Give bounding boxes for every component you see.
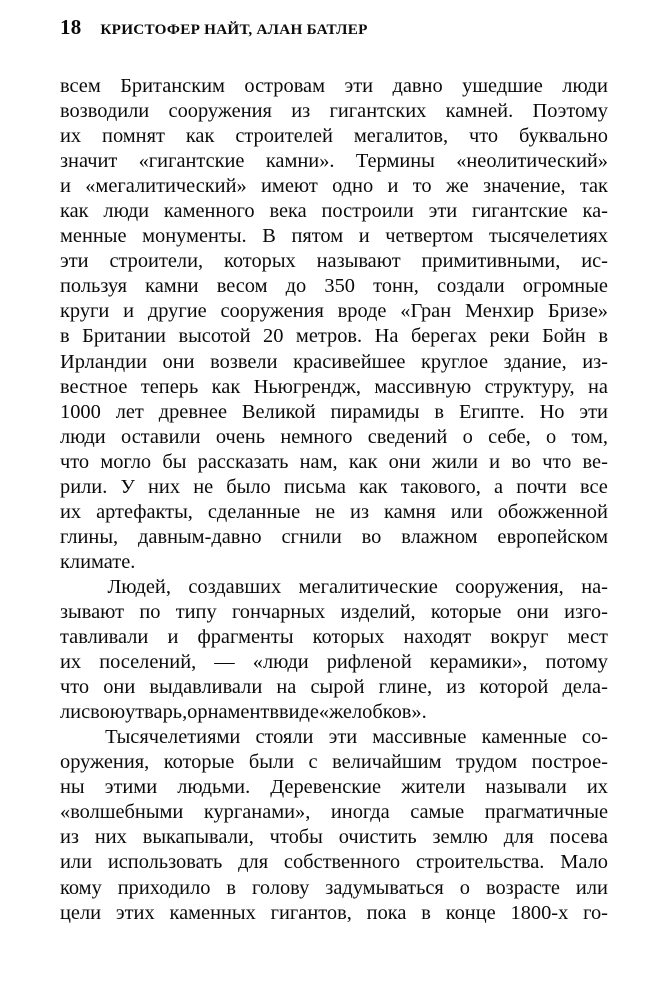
text-line bbox=[60, 124, 608, 149]
body-text-block bbox=[60, 74, 608, 926]
word: тавливали bbox=[60, 626, 149, 649]
word: самые bbox=[410, 801, 465, 824]
word: вестное bbox=[60, 375, 128, 398]
word: мегалитов, bbox=[353, 125, 449, 148]
word: 350 bbox=[324, 275, 355, 298]
word: возвели bbox=[210, 350, 278, 373]
word: другие bbox=[147, 300, 207, 323]
word: создавших bbox=[188, 575, 282, 598]
word: каменных bbox=[169, 901, 256, 924]
word: возводили bbox=[60, 100, 150, 123]
word: всем bbox=[60, 75, 101, 97]
word: на- bbox=[581, 575, 608, 598]
word: которые bbox=[430, 600, 502, 623]
word: сгнили bbox=[281, 525, 342, 548]
word: Но bbox=[539, 400, 565, 423]
text-line bbox=[60, 825, 608, 850]
word: очень bbox=[215, 425, 266, 448]
word: иногда bbox=[330, 801, 390, 824]
page-number: 18 bbox=[60, 15, 82, 39]
word: из bbox=[350, 500, 369, 523]
word: что bbox=[469, 125, 499, 148]
word: тонн, bbox=[373, 275, 419, 298]
word: глины, bbox=[60, 525, 119, 548]
word: строители, bbox=[109, 250, 204, 273]
text-line bbox=[60, 425, 608, 450]
word: У bbox=[120, 475, 135, 498]
word: пока bbox=[366, 901, 407, 924]
word: го- bbox=[583, 901, 608, 924]
word: вроде bbox=[337, 300, 387, 323]
word: курганами», bbox=[203, 801, 311, 824]
word: изго- bbox=[564, 600, 608, 623]
word: том, bbox=[571, 425, 608, 448]
word: эти bbox=[344, 75, 374, 97]
word: не bbox=[193, 475, 214, 498]
word: каменные bbox=[481, 726, 567, 749]
word: оставили bbox=[120, 425, 201, 448]
word: были bbox=[248, 751, 295, 774]
word: значение, bbox=[483, 175, 566, 198]
word: тысячелетиях bbox=[488, 225, 608, 248]
word: посева bbox=[549, 826, 608, 849]
word: одно bbox=[332, 175, 374, 198]
word: зывают bbox=[60, 600, 125, 623]
word: находят bbox=[403, 626, 472, 649]
word: этими bbox=[104, 776, 158, 799]
word: берегах bbox=[410, 325, 477, 348]
text-line bbox=[60, 224, 608, 249]
word: «волшебными bbox=[60, 801, 184, 824]
paragraph-indent bbox=[60, 725, 90, 750]
word: то bbox=[412, 175, 432, 198]
word: камни bbox=[145, 275, 199, 298]
word: люди bbox=[562, 75, 608, 97]
word: и bbox=[123, 300, 135, 323]
word: орнамент bbox=[187, 701, 270, 724]
word: значит bbox=[60, 150, 118, 173]
text-line bbox=[60, 174, 608, 199]
word: сооружения bbox=[220, 300, 324, 323]
word: голову bbox=[252, 876, 310, 899]
text-line bbox=[60, 500, 608, 525]
word: здание, bbox=[503, 350, 567, 373]
word: было bbox=[226, 475, 271, 498]
word: островам bbox=[244, 75, 326, 97]
word: трудом bbox=[456, 751, 518, 774]
word: о bbox=[459, 876, 470, 899]
word: менные bbox=[60, 225, 127, 248]
word: высотой bbox=[178, 325, 251, 348]
word: камня bbox=[383, 500, 436, 523]
word: в bbox=[269, 701, 279, 724]
word: все bbox=[580, 475, 608, 498]
word: эти bbox=[579, 400, 608, 423]
word: керамики», bbox=[429, 651, 528, 674]
text-line bbox=[60, 675, 608, 700]
word: эти bbox=[328, 726, 358, 749]
word: имеют bbox=[261, 175, 318, 198]
word: этих bbox=[115, 901, 155, 924]
word: по bbox=[139, 600, 161, 623]
word: огромные bbox=[522, 275, 608, 298]
text-line bbox=[60, 775, 608, 800]
word: и bbox=[60, 175, 71, 198]
word: сырой bbox=[310, 676, 365, 699]
word: 1000 bbox=[60, 400, 101, 423]
word: мест bbox=[567, 626, 608, 649]
word: века bbox=[269, 200, 307, 223]
word: камни». bbox=[265, 150, 335, 173]
word: буквально bbox=[519, 125, 608, 148]
word: Тысячелетиями bbox=[105, 726, 241, 749]
word: их bbox=[60, 125, 82, 148]
word: или bbox=[450, 500, 483, 523]
word: Британии bbox=[82, 325, 166, 348]
word: давным-давно bbox=[138, 525, 262, 548]
word: В bbox=[262, 225, 276, 248]
word: они bbox=[162, 350, 195, 373]
word: метров. bbox=[295, 325, 363, 348]
word: немного bbox=[280, 425, 353, 448]
word: сооружения bbox=[168, 100, 272, 123]
word: гигантских bbox=[329, 100, 427, 123]
word: со- bbox=[581, 726, 608, 749]
word: для bbox=[503, 826, 534, 849]
word: Деревенские bbox=[270, 776, 382, 799]
text-line bbox=[60, 350, 608, 375]
word: Бойн bbox=[542, 325, 586, 348]
word: строительства. bbox=[415, 851, 545, 874]
text-line bbox=[60, 550, 608, 575]
word: сооружения, bbox=[455, 575, 564, 598]
text-line bbox=[60, 450, 608, 475]
word: «гигантские bbox=[138, 150, 245, 173]
word: круги bbox=[60, 300, 110, 323]
word: построили bbox=[321, 200, 414, 223]
word: которых bbox=[312, 626, 385, 649]
word: гончарных bbox=[231, 600, 326, 623]
word: с bbox=[308, 751, 318, 774]
text-line bbox=[60, 475, 608, 500]
word: величайшим bbox=[332, 751, 442, 774]
word: так bbox=[579, 175, 608, 198]
text-line bbox=[60, 400, 608, 425]
word: жители bbox=[401, 776, 466, 799]
word: бы bbox=[162, 450, 187, 473]
word: сведений bbox=[367, 425, 448, 448]
word: люди bbox=[103, 200, 150, 223]
word: ве- bbox=[582, 450, 608, 473]
word: их bbox=[60, 651, 82, 674]
word: могло bbox=[100, 450, 152, 473]
word: 20 bbox=[263, 325, 284, 348]
word: в bbox=[60, 325, 70, 348]
word: рифленой bbox=[326, 651, 412, 674]
word: их bbox=[60, 500, 82, 523]
word: виде bbox=[278, 701, 319, 724]
text-line bbox=[60, 274, 608, 299]
word: Британским bbox=[120, 75, 225, 97]
word: поселений, bbox=[99, 651, 197, 674]
word: эти bbox=[60, 250, 89, 273]
word: прагматичные bbox=[484, 801, 608, 824]
word: не bbox=[315, 500, 336, 523]
word: создали bbox=[437, 275, 505, 298]
word: же bbox=[445, 175, 469, 198]
word: во bbox=[511, 450, 531, 473]
word: монументы. bbox=[142, 225, 247, 248]
word: сделанные bbox=[207, 500, 301, 523]
word: для bbox=[238, 851, 269, 874]
word: о bbox=[546, 425, 557, 448]
word: почти bbox=[516, 475, 567, 498]
paragraph bbox=[60, 725, 608, 925]
text-line bbox=[60, 99, 608, 124]
word: или bbox=[575, 876, 608, 899]
word: Термины bbox=[355, 150, 435, 173]
word: очистить bbox=[338, 826, 417, 849]
word: в bbox=[226, 876, 237, 899]
word: европейском bbox=[497, 525, 608, 548]
text-line bbox=[60, 299, 608, 324]
word: гигантские bbox=[472, 200, 568, 223]
word: до bbox=[285, 275, 307, 298]
word: из bbox=[60, 826, 79, 849]
word: из- bbox=[582, 350, 608, 373]
word: весом bbox=[216, 275, 268, 298]
word: строителей bbox=[235, 125, 333, 148]
word: изделий, bbox=[340, 600, 416, 623]
word: которых bbox=[224, 250, 296, 273]
word: Ирландии bbox=[60, 350, 147, 373]
word: Бризе» bbox=[547, 300, 608, 323]
word: пользуя bbox=[60, 275, 128, 298]
word: теперь bbox=[140, 375, 199, 398]
word: них bbox=[148, 475, 181, 498]
word: из bbox=[291, 100, 311, 123]
text-line bbox=[60, 575, 608, 600]
word: пятом bbox=[291, 225, 344, 248]
word: 1800-х bbox=[510, 901, 569, 924]
word: Ньюгрендж, bbox=[253, 375, 361, 398]
running-head-title: КРИСТОФЕР НАЙТ, АЛАН БАТЛЕР bbox=[100, 21, 368, 38]
word: называли bbox=[485, 776, 567, 799]
word: пирамиды bbox=[330, 400, 420, 423]
word: примитивными, bbox=[421, 250, 561, 273]
word: структуру, bbox=[484, 375, 575, 398]
word: и bbox=[358, 225, 370, 248]
word: и bbox=[387, 175, 399, 198]
word: в bbox=[421, 901, 431, 924]
word: дела- bbox=[562, 676, 608, 699]
word: что bbox=[542, 450, 572, 473]
word: утварь, bbox=[125, 701, 188, 724]
word: мегалитические bbox=[298, 575, 438, 598]
word: реки bbox=[489, 325, 530, 348]
word: из bbox=[446, 676, 466, 699]
text-line bbox=[60, 901, 608, 926]
word: конце bbox=[445, 901, 496, 924]
word: рили. bbox=[60, 475, 108, 498]
word: в bbox=[434, 400, 445, 423]
word: круглое bbox=[421, 350, 489, 373]
word: ушедшие bbox=[462, 75, 543, 97]
word: «мегалитический» bbox=[85, 175, 247, 198]
word: — bbox=[214, 651, 235, 674]
word: древнее bbox=[158, 400, 227, 423]
text-line bbox=[60, 149, 608, 174]
word: землю bbox=[432, 826, 488, 849]
text-line bbox=[60, 249, 608, 274]
word: ка- bbox=[582, 200, 608, 223]
word: а bbox=[493, 475, 504, 498]
word: типу bbox=[175, 600, 217, 623]
word: они bbox=[103, 676, 136, 699]
word: влажном bbox=[401, 525, 478, 548]
word: Египте. bbox=[458, 400, 525, 423]
word: вокруг bbox=[490, 626, 549, 649]
word: люди bbox=[60, 425, 106, 448]
word: они bbox=[388, 450, 421, 473]
word: как bbox=[211, 375, 241, 398]
word: выдавливали bbox=[149, 676, 263, 699]
word: чтобы bbox=[269, 826, 323, 849]
word: на bbox=[276, 676, 297, 699]
word: задумываться bbox=[325, 876, 444, 899]
word: которой bbox=[479, 676, 549, 699]
word: Менхир bbox=[464, 300, 535, 323]
word: собственного bbox=[283, 851, 401, 874]
word: «неолитический» bbox=[456, 150, 608, 173]
word: массивные bbox=[372, 726, 467, 749]
word: жили bbox=[431, 450, 478, 473]
text-line bbox=[60, 700, 608, 725]
word: артефакты, bbox=[96, 500, 193, 523]
paragraph bbox=[60, 74, 608, 575]
word: ли bbox=[60, 701, 82, 724]
text-line bbox=[60, 625, 608, 650]
text-line bbox=[60, 650, 608, 675]
word: На bbox=[374, 325, 399, 348]
word: использовать bbox=[107, 851, 223, 874]
paragraph-indent bbox=[60, 575, 90, 600]
word: и bbox=[489, 450, 501, 473]
text-line bbox=[60, 525, 608, 550]
word: стояли bbox=[255, 726, 314, 749]
word: их bbox=[586, 776, 608, 799]
word: во bbox=[361, 525, 382, 548]
word: на bbox=[587, 375, 608, 398]
word: Мало bbox=[560, 851, 608, 874]
word: письма bbox=[283, 475, 346, 498]
word: лет bbox=[115, 400, 144, 423]
word: красивейшее bbox=[293, 350, 406, 373]
word: они bbox=[516, 600, 549, 623]
word: четвертом bbox=[385, 225, 474, 248]
word: ис- bbox=[581, 250, 608, 273]
word: себе, bbox=[488, 425, 531, 448]
word: давно bbox=[392, 75, 443, 97]
word: приходило bbox=[117, 876, 211, 899]
text-line bbox=[60, 876, 608, 901]
word: эти bbox=[428, 200, 458, 223]
text-line bbox=[60, 199, 608, 224]
word: как bbox=[348, 450, 378, 473]
text-line bbox=[60, 850, 608, 875]
word: камней. bbox=[445, 100, 514, 123]
word: такового, bbox=[400, 475, 481, 498]
word: Поэтому bbox=[532, 100, 608, 123]
word: или bbox=[60, 851, 92, 874]
word: как bbox=[60, 200, 89, 223]
word: людьми. bbox=[177, 776, 251, 799]
word: что bbox=[60, 450, 90, 473]
word: Людей, bbox=[107, 575, 171, 598]
word: как bbox=[185, 125, 215, 148]
word: нам, bbox=[299, 450, 338, 473]
word: них bbox=[94, 826, 127, 849]
word: гигантов, bbox=[270, 901, 352, 924]
word: в bbox=[598, 325, 608, 348]
word: потому bbox=[545, 651, 608, 674]
word: каменного bbox=[163, 200, 255, 223]
word: ны bbox=[60, 776, 85, 799]
word: как bbox=[359, 475, 388, 498]
word: которые bbox=[163, 751, 235, 774]
word: свою bbox=[81, 701, 126, 724]
word: оружения, bbox=[60, 751, 150, 774]
running-head bbox=[60, 17, 608, 43]
text-line bbox=[60, 800, 608, 825]
word: климате. bbox=[60, 550, 136, 573]
word: о bbox=[462, 425, 473, 448]
word: Великой bbox=[241, 400, 316, 423]
word: рассказать bbox=[197, 450, 289, 473]
text-line bbox=[60, 324, 608, 349]
word: обожженной bbox=[497, 500, 608, 523]
word: «люди bbox=[252, 651, 309, 674]
word: что bbox=[60, 676, 90, 699]
word: и bbox=[167, 626, 179, 649]
text-line bbox=[60, 375, 608, 400]
text-line bbox=[60, 74, 608, 99]
word: «Гран bbox=[400, 300, 452, 323]
word: возрасте bbox=[485, 876, 560, 899]
word: помнят bbox=[102, 125, 165, 148]
word: фрагменты bbox=[197, 626, 294, 649]
text-line bbox=[60, 600, 608, 625]
word: выкапывали, bbox=[142, 826, 254, 849]
word: называют bbox=[316, 250, 401, 273]
word: кому bbox=[60, 876, 102, 899]
paragraph bbox=[60, 575, 608, 725]
word: глине, bbox=[378, 676, 433, 699]
word: «желобков». bbox=[318, 701, 427, 724]
text-line bbox=[60, 750, 608, 775]
word: цели bbox=[60, 901, 102, 924]
word: построе- bbox=[531, 751, 608, 774]
word: массивную bbox=[374, 375, 472, 398]
text-line bbox=[60, 725, 608, 750]
